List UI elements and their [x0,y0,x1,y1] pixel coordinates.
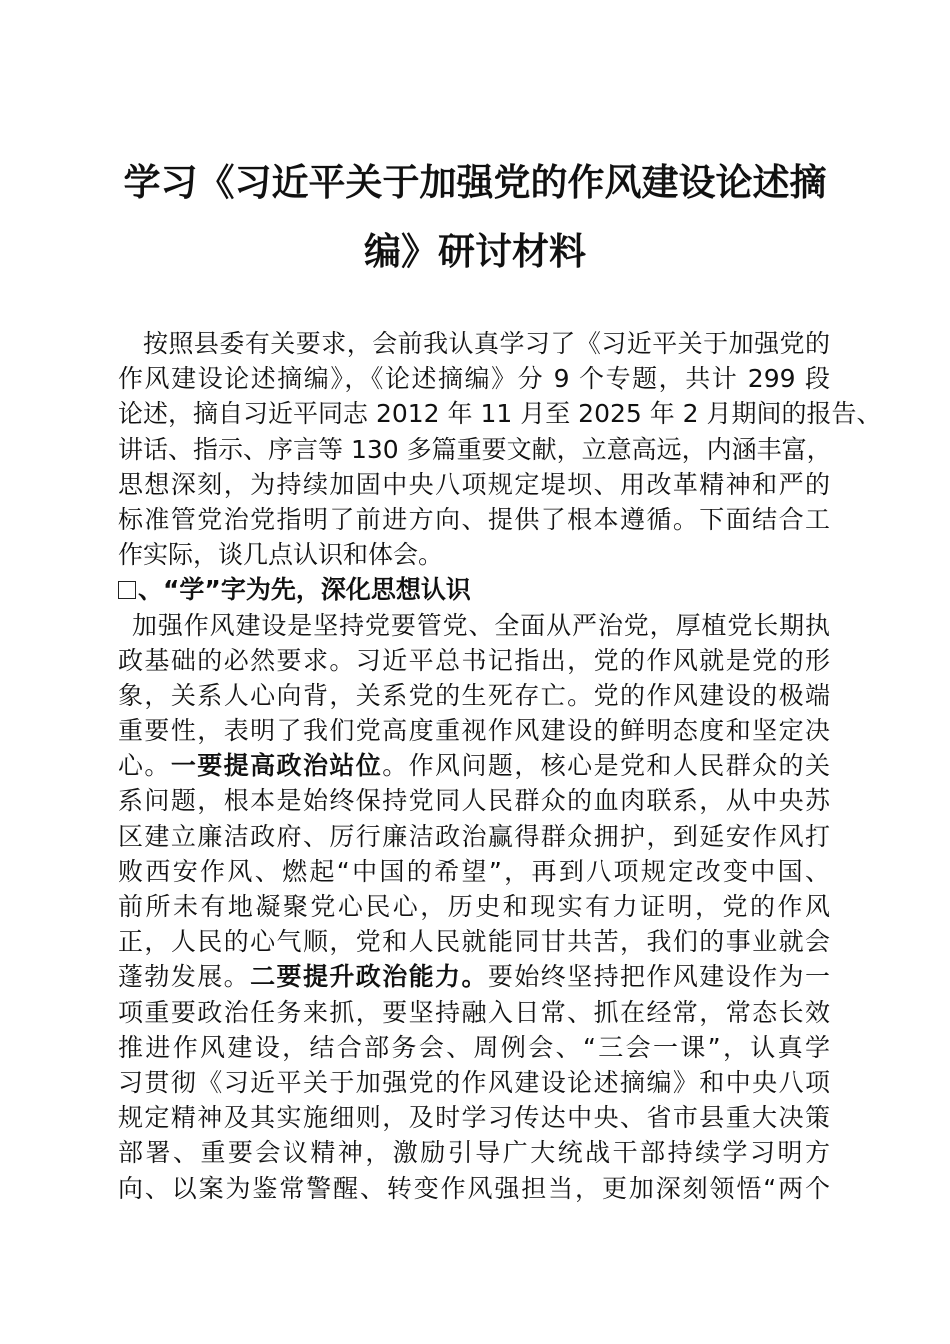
document-title-line-1: 学习《习近平关于加强党的作风建设论述摘 [123,160,827,204]
intro-line: 讲话、指示、序言等 130 多篇重要文献，立意高远，内涵丰富， [118,434,832,464]
section-1-heading-text: 、“学”字为先，深化思想认识 [138,575,471,605]
section-1-line: 象，关系人心向背，关系党的生死存亡。党的作风建设的极端 [118,680,830,710]
intro-line: 思想深刻，为持续加固中央八项规定堤坝、用改革精神和严的 [118,469,830,499]
section-1-line: 加强作风建设是坚持党要管党、全面从严治党，厚植党长期执 [132,610,830,640]
document-body [118,326,882,1206]
section-1-line: 败西安作风、燃起“中国的希望”，再到八项规定改变中国、 [118,856,830,886]
line-text: 心。 [118,751,171,781]
section-1-line: 习贯彻《习近平关于加强党的作风建设论述摘编》和中央八项 [118,1067,830,1097]
section-1-line [118,959,830,994]
section-1-line: 向、以案为鉴常警醒、转变作风强担当，更加深刻领悟“两个 [118,1173,830,1203]
line-text: 。作风问题，核心是党和人民群众的关 [382,751,830,781]
section-1-line: 政基础的必然要求。习近平总书记指出，党的作风就是党的形 [118,645,830,675]
section-1-line: 部署、重要会议精神，激励引导广大统战干部持续学习明方 [118,1138,830,1168]
section-1-heading [118,572,830,607]
line-text: 要始终坚持把作风建设作为一 [487,962,830,992]
section-1-line: 正，人民的心气顺，党和人民就能同甘共苦，我们的事业就会 [118,927,830,957]
intro-line: 作风建设论述摘编》，《论述摘编》分 9 个专题，共计 299 段 [118,364,830,394]
document-title-line-2: 编》研讨材料 [364,229,586,273]
intro-paragraph [118,326,882,572]
line-text: 蓬勃发展。 [118,962,251,992]
missing-glyph-box-icon [118,581,136,599]
intro-line: 标准管党治党指明了前进方向、提供了根本遵循。下面结合工 [118,504,830,534]
intro-line: 作实际，谈几点认识和体会。 [118,540,444,570]
intro-line: 按照县委有关要求，会前我认真学习了《习近平关于加强党的 [143,329,830,358]
section-1-line: 项重要政治任务来抓，要坚持融入日常、抓在经常，常态长效 [118,997,830,1027]
point-one-bold: 一要提高政治站位 [170,751,383,781]
intro-line: 论述，摘自习近平同志 2012 年 11 月至 2025 年 2 月期间的报告、 [118,399,882,429]
section-1-line [118,748,830,783]
section-1-line: 系问题，根本是始终保持党同人民群众的血肉联系，从中央苏 [118,786,830,816]
section-1-line: 推进作风建设，结合部务会、周例会、“三会一课”，认真学 [118,1032,830,1062]
section-1-line: 区建立廉洁政府、厉行廉洁政治赢得群众拥护，到延安作风打 [118,821,830,851]
section-1-paragraph [118,608,830,1206]
point-two-bold: 二要提升政治能力。 [250,962,488,992]
section-1-line: 重要性，表明了我们党高度重视作风建设的鲜明态度和坚定决 [118,716,830,746]
section-1-line: 前所未有地凝聚党心民心，历史和现实有力证明，党的作风 [118,892,830,921]
section-1-line: 规定精神及其实施细则，及时学习传达中央、省市县重大决策 [118,1103,830,1133]
